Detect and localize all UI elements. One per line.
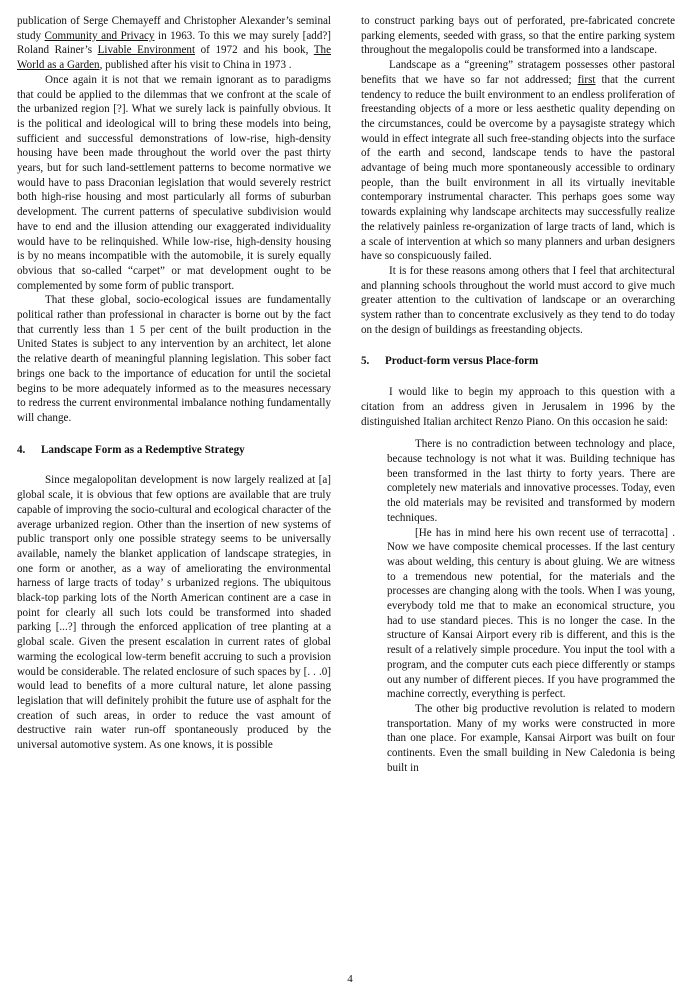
- paragraph: It is for these reasons among others that I feel that architectural and planning schools throughout the world must accord to give much greater attention to the cultivation of landscape or an overarching system rather than to concentrate exclusively as they tend to do today on the design of buildings as freestanding objects.: [361, 264, 675, 336]
- paragraph: I would like to begin my approach to this question with a citation from an address given in Jerusalem in 1996 by the distinguished Italian architect Renzo Piano. On this occasion he said:: [361, 386, 675, 428]
- paragraph: to construct parking bays out of perforated, pre-fabricated concrete parking elements, seeded with grass, so that the entire parking system throughout the megalopolis could be transformed into a landscape.: [361, 15, 675, 57]
- paragraph: Since megalopolitan development is now largely realized at [a] global scale, it is obvious that few options are available that are truly capable of improving the socio-cultural and ecological character of the average urbanized region. Other than the insertion of new systems of public transport only one possible strategy seems to be universally available, namely the blanket application of landscape strategies, in one form or another, as a way of ameliorating the environmental harness of large tracts of today’ s urbanized regions. The ubiquitous black-top parking lots of the North American continent are a case in point for clearly all such lots could be transformed into shaded parking [...?] through the enforced application of tree planting at a global scale. Given the present escalation in current rates of global warming the ecological low-term benefit accruing to such a provision would be considerable. The related enclosure of such spaces by [. . .0] would lead to benefits of a more cultural nature, let alone passing legislation that will definitely prohibit the future use of asphalt for the creation of such areas, in order to reduce the vast amount of destructive rain water run-off spontaneously produced by the universal automotive system. As one knows, it is possible: [17, 474, 331, 752]
- section-number: 4.: [17, 443, 26, 456]
- left-column: [17, 14, 331, 753]
- block-quote: There is no contradiction between technology and place, because technology is not what it was. Building technique has been transformed in the last thirty to forty years. There are completely new materials and innovative processes. Today, even the old materials may be revisited and transformed by modern techniques.: [387, 438, 675, 524]
- paragraph: That these global, socio-ecological issues are fundamentally political rather than professional in character is borne out by the fact that currently less than 1 5 per cent of the built production in the United States is subject to any intervention by an architect, let alone the relative dearth of meaningful planning legislation. This sober fact brings one back to the importance of education for until the societal begins to be more adequately informed as to the measures necessary to redress the current environmental imbalance nothing fundamentally will change.: [17, 294, 331, 424]
- section-heading-5: [361, 354, 675, 369]
- block-quote: [He has in mind here his own recent use of terracotta] . Now we have composite chemical processes. If the last century was about welding, this century is about gluing. We are witness to a tremendous new potential, for the materials and the processes are changing along with the tools. When I was young, everybody told me that to make an economical structure, you had to use standard pieces. This is no longer the case. In the structure of Kansai Airport every rib is different, and this is the result of a relatively simple procedure. You input the tool with a program, and the computer cuts each piece differently or stamps out any number of different pieces. If you have programmed the machine correctly, everything is perfect.: [387, 526, 675, 701]
- paragraph: Landscape as a “greening” stratagem possesses other pastoral benefits that we have so far not addressed; first that the current tendency to reduce the built environment to an endless proliferation of freestanding objects of a more or less aesthetic quality depending on the circumstances, could be overcome by a paysagiste strategy which would in effect integrate all such free-standing objects into the surface of the earth and second, landscape tends to have the pastoral advantage of being much more spontaneously accessible to ordinary people, than the built environment in all its virtually inevitable contemporary instrumental character. This perhaps goes some way towards explaining why landscape architects may successfully realize the relatively painless re-organization of large tracts of land, which is a scale of intervention at which so many planners and urban designers have so conspicuously failed.: [361, 59, 676, 263]
- page-number: 4: [347, 973, 353, 985]
- book-title-community-and-privacy: Community and Privacy: [44, 29, 155, 42]
- emphasis-first: first: [577, 73, 596, 86]
- book-title-livable-environment: Livable Environment: [97, 44, 196, 57]
- section-title: Product-form versus Place-form: [385, 355, 539, 368]
- right-column: [361, 14, 675, 775]
- section-heading-4: [17, 443, 331, 458]
- paragraph: Once again it is not that we remain ignorant as to paradigms that could be applied to the dilemmas that we confront at the scale of the urbanized region [?]. What we surely lack is painfully obvious. It is the political and ideological will to bring these models into being, sufficient and successful demonstrations of low-rise, high-density housing have been made throughout the world over the past thirty years, but for such land-settlement patterns to become normative we would have to pass Draconian legislation that would severely restrict both high-rise housing and most particularly all forms of suburban development. The current patterns of speculative subdivision would have to end and the illusion attending our exaggerated individuality would have to be relinquished. While low-rise, high-density housing is by no means incompatible with the automobile, it is surely equally obvious that so-called “carpet” or mat development ought to be complemented by some form of public transport.: [17, 73, 331, 292]
- section-number: 5.: [361, 355, 370, 368]
- block-quote: The other big productive revolution is related to modern transportation. Many of my works were constructed in more than one place. For example, Kansai Airport was built on four continents. Even the small building in New Caledonia is being built in: [387, 702, 675, 774]
- paragraph: publication of Serge Chemayeff and Christopher Alexander’s seminal study Community and Privacy in 1963. To this we may surely [add?] Roland Rainer’s Livable Environment of 1972 and his book, The World as a Garden, published after his visit to China in 1973 .: [17, 15, 331, 72]
- section-title: Landscape Form as a Redemptive Strategy: [41, 443, 245, 456]
- book-title-world-as-garden: The World as a Garden: [17, 44, 331, 72]
